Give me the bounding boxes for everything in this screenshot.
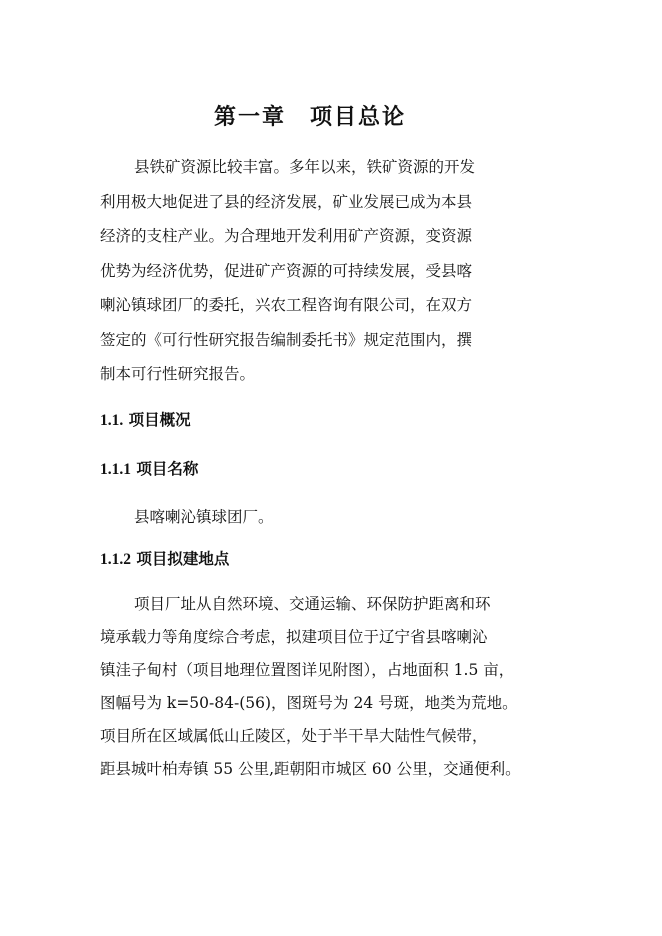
- section-heading-1-1-2: [100, 547, 229, 569]
- intro-line: 县铁矿资源比较丰富。多年以来，铁矿资源的开发: [134, 158, 476, 176]
- section-title: 项目概况: [128, 411, 191, 429]
- chapter-title: 第一章 项目总论: [213, 105, 406, 130]
- intro-line: 经济的支柱产业。为合理地开发利用矿产资源，变资源: [100, 227, 473, 245]
- location-line: 项目厂址从自然环境、交通运输、环保防护距离和环: [134, 595, 491, 613]
- intro-line: 喇沁镇球团厂的委托，兴农工程咨询有限公司，在双方: [100, 296, 473, 314]
- location-line: 镇洼子甸村（项目地理位置图详见附图），占地面积 1.5 亩，: [100, 661, 515, 679]
- section-heading-1-1-1: [100, 457, 198, 479]
- project-name-text: 县喀喇沁镇球团厂。: [134, 508, 274, 526]
- intro-paragraph: [100, 150, 570, 392]
- section-number: 1.1.: [100, 412, 124, 429]
- location-line: 距县城叶柏寿镇 55 公里,距朝阳市城区 60 公里，交通便利。: [100, 760, 521, 778]
- section-number: 1.1.1: [100, 461, 131, 478]
- location-line: 图幅号为 k=50-84-(56)，图斑号为 24 号斑，地类为荒地。: [100, 694, 518, 712]
- location-paragraph: [100, 588, 570, 786]
- location-line: 境承载力等角度综合考虑，拟建项目位于辽宁省县喀喇沁: [100, 628, 488, 646]
- intro-line: 签定的《可行性研究报告编制委托书》规定范围内，撰: [100, 330, 473, 349]
- section-heading-1-1: [100, 408, 191, 430]
- section-number: 1.1.2: [100, 551, 131, 568]
- intro-line: 利用极大地促进了县的经济发展，矿业发展已成为本县: [100, 192, 473, 211]
- section-title: 项目名称: [136, 460, 199, 478]
- intro-line: 制本可行性研究报告。: [100, 365, 256, 383]
- intro-line: 优势为经济优势，促进矿产资源的可持续发展，受县喀: [100, 261, 473, 280]
- section-title: 项目拟建地点: [136, 550, 230, 568]
- location-line: 项目所在区域属低山丘陵区，处于半干旱大陆性气候带，: [100, 727, 488, 745]
